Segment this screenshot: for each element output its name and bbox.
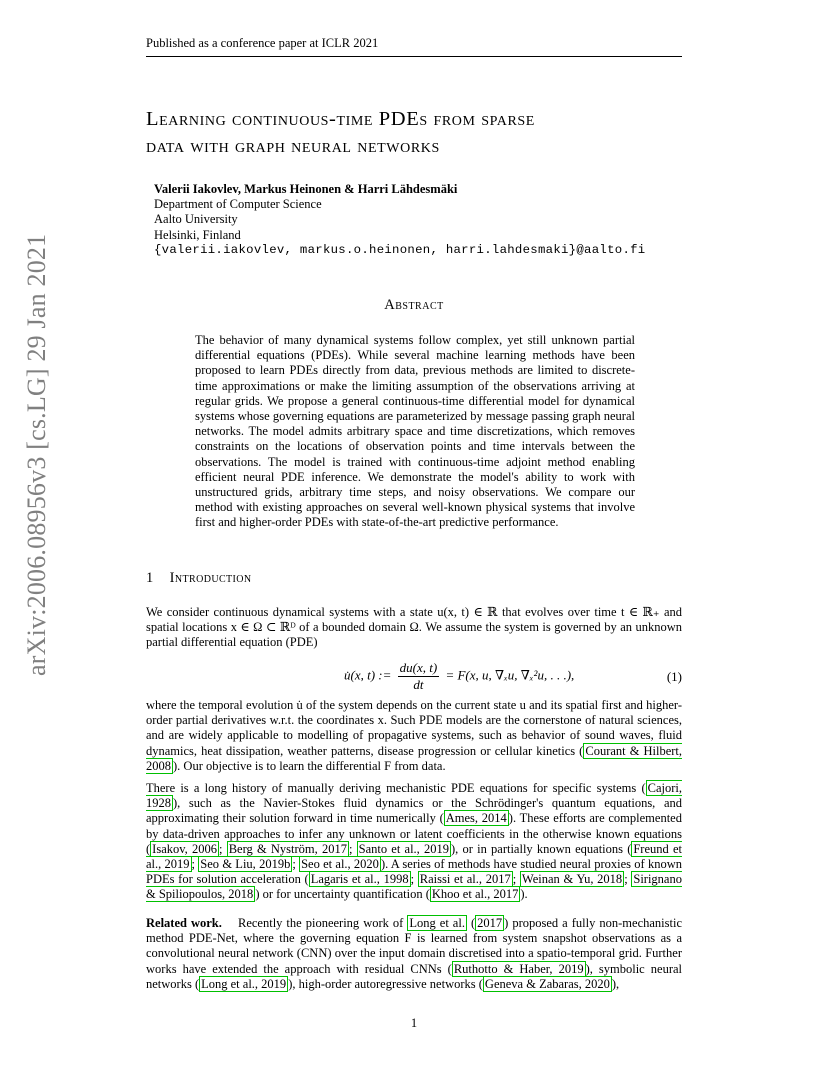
paragraph-related-work	[146, 916, 682, 992]
paragraph-3-text: ;	[292, 857, 300, 872]
equation-fraction	[398, 660, 440, 693]
related-work-text: Recently the pioneering work of	[237, 916, 408, 930]
related-work-text: ), symbolic neural networks (	[146, 961, 682, 991]
citation-link[interactable]: Weinan & Yu, 2018	[521, 872, 623, 887]
citation-link[interactable]: Freund et al., 2019	[146, 841, 682, 872]
paragraph-2-tail: ). Our objective is to learn the differential F from data.	[173, 758, 446, 773]
arxiv-stamp: arXiv:2006.08956v3 [cs.LG] 29 Jan 2021	[22, 233, 51, 676]
paragraph-3-text: ). A series of methods have studied neural proxies of known PDEs for solution acceleration (	[146, 857, 682, 887]
paragraph-3-text: There is a long history of manually deriving mechanistic PDE equations for specific systems (	[146, 781, 646, 795]
equation-body	[344, 660, 574, 693]
paragraph-3-text: ;	[348, 841, 357, 856]
related-work-text: ) proposed a fully non-mechanistic method PDE-Net, where the governing equation F is learned from system snapshot observations as a convolutional neural network (CNN) over the input domain discretised into a spatio-temporal grid. Further works have extended the approach with residual CNNs (	[146, 916, 682, 976]
paragraph-3-text: ;	[410, 872, 418, 887]
page-number: 1	[410, 1016, 418, 1030]
citation-link[interactable]: Ruthotto & Haber, 2019	[453, 961, 584, 976]
author-block	[154, 182, 645, 258]
author-univ: Aalto University	[154, 212, 238, 227]
citation-link[interactable]: Long et al.	[409, 916, 465, 930]
citation-link[interactable]: Seo et al., 2020	[301, 857, 379, 872]
equation-denominator: dt	[413, 677, 424, 692]
paragraph-3-text: ), such as the Navier-Stokes fluid dynamics or the Schrödinger's quantum equations, and approximating their solution forward in time numerically (	[146, 796, 682, 826]
section-number: 1	[146, 570, 154, 586]
paragraph-3	[146, 781, 682, 903]
citation-link[interactable]: Santo et al., 2019	[358, 841, 449, 856]
paragraph-3-text: ), or in partially known equations (	[451, 841, 632, 856]
equation-rhs: = F(x, u, ∇ₓu, ∇ₓ²u, . . .),	[445, 667, 575, 683]
paragraph-3-text: ;	[191, 857, 199, 872]
title-line-1: Learning continuous-time PDEs from sparse	[146, 108, 535, 130]
paragraph-3-text: ). These efforts are complemented by data-driven approaches to infer any unknown or latent coefficients in the otherwise known equations (	[146, 811, 682, 856]
related-work-text: ), high-order autoregressive networks (	[288, 976, 483, 991]
section-title: Introduction	[169, 570, 252, 586]
paragraph-3-text: ).	[520, 887, 528, 902]
citation-link[interactable]: Berg & Nyström, 2017	[228, 841, 347, 856]
citation-link[interactable]: Khoo et al., 2017	[431, 887, 519, 902]
paragraph-1: We consider continuous dynamical systems with a state u(x, t) ∈ ℝ that evolves over time t ∈ ℝ₊ and spatial locations x ∈ Ω ⊂ ℝᴰ of a bounded domain Ω. We assume the system is governed by an unknown partial differential equation (PDE)	[146, 605, 682, 650]
section-heading	[146, 570, 252, 587]
paragraph-2	[146, 698, 682, 774]
citation-link[interactable]: Sirignano & Spiliopoulos, 2018	[146, 872, 682, 902]
related-work-lead: Related work.	[146, 916, 222, 930]
abstract-text: The behavior of many dynamical systems follow complex, yet still unknown partial differential equations (PDEs). While several machine learning methods have been proposed to learn PDEs directly from data, previous methods are limited to discrete-time approximations or make the limiting assumption of the observations arriving at regular grids. We propose a general continuous-time differential model for dynamical systems whose governing equations are parameterized by message passing graph neural networks. The model admits arbitrary space and time discretizations, which removes constraints on the locations of observation points and time intervals between the observations. The model is trained with continuous-time adjoint method enabling efficient neural PDE inference. We demonstrate the model's ability to work with unstructured grids, arbitrary time steps, and noisy observations. We compare our method with existing approaches on several well-known physical systems that involve first and higher-order PDEs with state-of-the-art predictive performance.	[195, 333, 635, 530]
citation-link[interactable]: Cajori, 1928	[146, 781, 682, 811]
paragraph-3-text: ;	[219, 841, 227, 856]
abstract-heading: Abstract	[384, 297, 444, 313]
title-line-2: data with graph neural networks	[146, 135, 440, 157]
paragraph-3-text: ) or for uncertainty quantification (	[255, 887, 430, 902]
author-emails: {valerii.iakovlev, markus.o.heinonen, harri.lahdesmaki}@aalto.fi	[154, 242, 646, 257]
citation-link[interactable]: Raissi et al., 2017	[419, 872, 511, 887]
citation-link[interactable]: Seo & Liu, 2019b	[200, 857, 291, 872]
equation-numerator: du(x, t)	[399, 660, 438, 675]
author-dept: Department of Computer Science	[154, 197, 322, 212]
equation-1	[146, 660, 682, 694]
paragraph-3-text: ;	[624, 872, 632, 887]
equation-number: (1)	[666, 669, 682, 684]
related-work-text: ),	[611, 976, 620, 991]
paragraph-3-text: ;	[512, 872, 520, 887]
citation-link[interactable]: 2017	[477, 916, 503, 930]
related-work-body	[146, 915, 682, 992]
paper-title	[146, 106, 686, 160]
citation-link[interactable]: Ames, 2014	[445, 811, 507, 826]
running-header: Published as a conference paper at ICLR 2021	[146, 36, 682, 57]
related-work-text: (	[466, 916, 476, 930]
citation-link[interactable]: Lagaris et al., 1998	[310, 872, 409, 887]
citation-link[interactable]: Geneva & Zabaras, 2020	[484, 976, 610, 991]
citation-link[interactable]: Isakov, 2006	[152, 841, 218, 856]
author-city: Helsinki, Finland	[154, 227, 241, 242]
citation-link[interactable]: Courant & Hilbert, 2008	[146, 743, 683, 773]
author-names: Valerii Iakovlev, Markus Heinonen & Harri Lähdesmäki	[154, 182, 458, 196]
paragraph-2-text: where the temporal evolution u̇ of the system depends on the current state u and its spatial first and higher-order partial derivatives w.r.t. the coordinates x. Such PDE models are the cornerstone of natural sciences, and are widely applicable to modelling of propagative systems, such as behavior of sound waves, fluid dynamics, heat dissipation, weather patterns, disease progression or cellular kinetics (	[146, 698, 682, 758]
citation-link[interactable]: Long et al., 2019	[201, 976, 287, 991]
equation-lhs: u̇(x, t) :=	[344, 667, 392, 683]
